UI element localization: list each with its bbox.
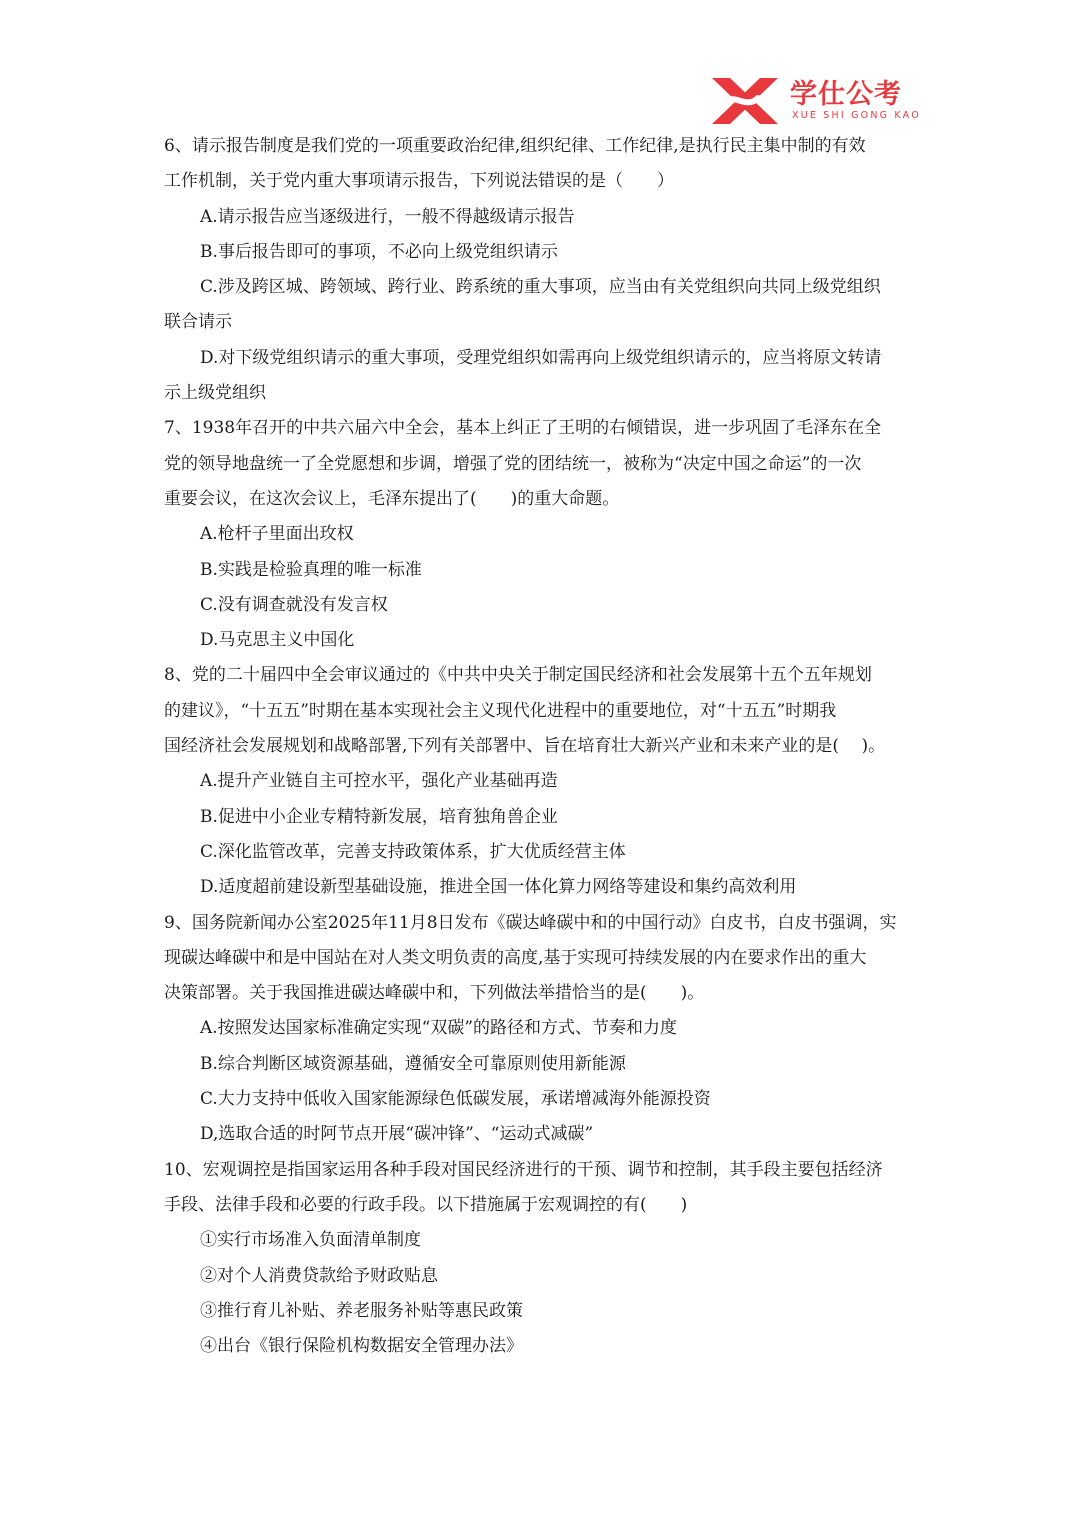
question-line: 国经济社会发展规划和战略部署,下列有关部署中、旨在培育壮大新兴产业和未来产业的是( )。 [164,736,886,757]
question-line: 8、党的二十届四中全会审议通过的《中共中央关于制定国民经济和社会发展第十五个五年规划 [164,665,872,686]
option-line: B.综合判断区域资源基础，遵循安全可靠原则使用新能源 [200,1053,626,1074]
option-line: ①实行市场准入负面清单制度 [200,1230,421,1251]
question-line: 9、国务院新闻办公室2025年11月8日发布《碳达峰碳中和的中国行动》白皮书，白皮书强调，实 [164,912,897,933]
brand-logo [710,72,930,128]
question-line: 手段、法律手段和必要的行政手段。以下措施属于宏观调控的有( ) [164,1194,688,1215]
option-line: D.适度超前建设新型基础设施，推进全国一体化算力网络等建设和集约高效利用 [200,877,797,898]
question-line: 决策部署。关于我国推进碳达峰碳中和，下列做法举措恰当的是( )。 [164,983,705,1004]
option-line: ③推行育儿补贴、养老服务补贴等惠民政策 [200,1300,523,1321]
option-line: A.枪杆子里面出玫权 [200,524,354,545]
option-line: B.促进中小企业专精特新发展，培育独角兽企业 [200,806,558,827]
xueshi-logo-icon [710,76,780,126]
question-line: 重要会议，在这次会议上，毛泽东提出了( )的重大命题。 [164,488,620,509]
option-line: C.深化监管改革，完善支持政策体系，扩大优质经营主体 [200,841,626,862]
question-line: 7、1938年召开的中共六届六中全会，基本上纠正了王明的右倾错误，进一步巩固了毛泽东在全 [164,418,882,439]
option-line: C.大力支持中低收入国家能源绿色低碳发展，承诺增减海外能源投资 [200,1089,711,1110]
question-line: 工作机制，关于党内重大事项请示报告，下列说法错误的是（ ） [164,171,674,192]
question-line: 的建议》，“十五五”时期在基本实现社会主义现代化进程中的重要地位，对“十五五”时期我 [164,700,837,721]
option-line: A.请示报告应当逐级进行，一般不得越级请示报告 [200,206,575,227]
option-line: ④出台《银行保险机构数据安全管理办法》 [200,1336,523,1357]
option-line: B.实践是检验真理的唯一标准 [200,559,422,580]
question-line: 现碳达峰碳中和是中国站在对人类文明负责的高度,基于实现可持续发展的内在要求作出的重大 [164,947,867,968]
exam-questions [164,129,920,1364]
logo-text-en: XUE SHI GONG KAO [792,110,921,121]
option-line: A.按照发达国家标准确定实现“双碳”的路径和方式、节奏和力度 [200,1018,678,1039]
option-line: D,选取合适的时阿节点开展“碳冲锋”、“运动式减碳” [200,1124,594,1145]
option-line: A.提升产业链自主可控水平，强化产业基础再造 [200,771,558,792]
logo-text-cn: 学仕公考 [790,79,902,110]
option-line: C.涉及跨区城、跨领域、跨行业、跨系统的重大事项，应当由有关党组织向共同上级党组织 [200,277,881,298]
option-line: B.事后报告即可的事项，不必向上级党组织请示 [200,241,558,262]
question-line: 党的领导地盘统一了全党愿想和步调，增强了党的团结统一，被称为“决定中国之命运”的一次 [164,453,862,474]
question-line: 示上级党组织 [164,383,266,404]
question-line: 6、请示报告制度是我们党的一项重要政治纪律,组织纪律、工作纪律,是执行民主集中制的有效 [164,136,866,156]
question-line: 10、宏观调控是指国家运用各种手段对国民经济进行的干预、调节和控制，其手段主要包括经济 [164,1159,883,1180]
option-line: ②对个人消费贷款给予财政贴息 [200,1265,438,1286]
question-line: 联合请示 [164,312,232,333]
option-line: D.对下级党组织请示的重大事项，受理党组织如需再向上级党组织请示的，应当将原文转请 [200,347,882,368]
option-line: D.马克思主义中国化 [200,630,355,651]
option-line: C.没有调查就没有发言权 [200,594,388,615]
